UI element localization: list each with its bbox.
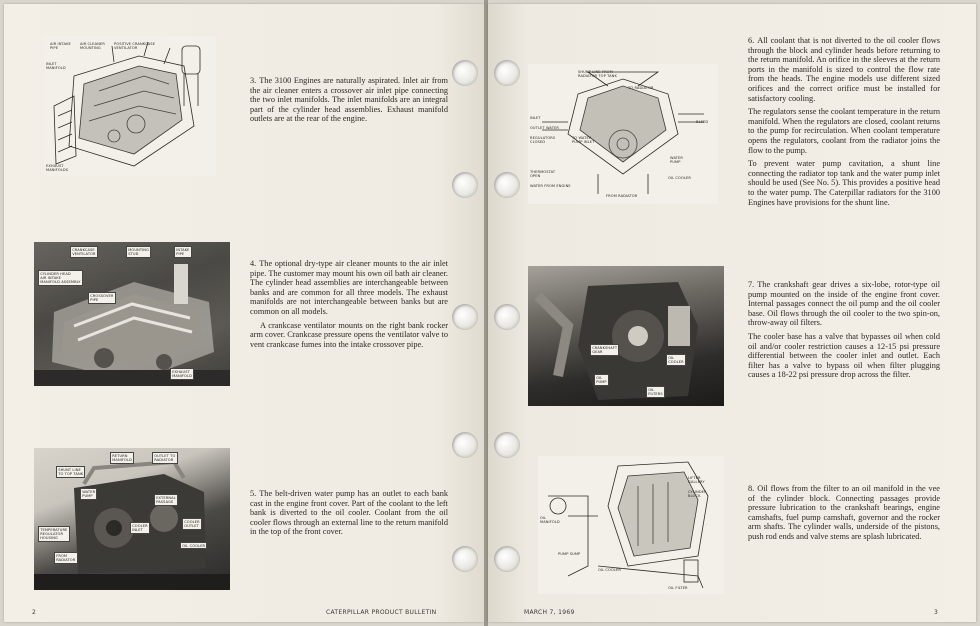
- paragraph-item-3: [250, 76, 448, 128]
- item-number: 7.: [748, 280, 755, 289]
- paragraph-item-6: [748, 36, 940, 211]
- punch-hole: [494, 304, 520, 330]
- figure-engine-photo-bottom: [34, 448, 230, 590]
- figure2-label: EXHAUST MANIFOLD: [170, 368, 194, 380]
- figure3-label: CYLINDER BLOCK: [688, 490, 707, 499]
- item-text: Oil flows from the filter to an oil manifold in the vee of the cylinder block. Connecting passages provide pressure lubrication to the crankshaft bearings, engine camshafts, fuel pump camshaft, governor and the rocker arm shafts. The cylinder walls, underside of the pistons, push rod ends and valve stems are splash lubricated.: [748, 484, 940, 541]
- item-text: The 3100 Engines are naturally aspirated. Inlet air from the air cleaner enters a crossover air inlet pipe connecting the two inlet manifolds. The inlet manifolds are an integral part of the cylinder head assemblies. Exhaust manifold outlets are at the rear of the engine.: [250, 76, 448, 124]
- item-text: The crankshaft gear drives a six-lobe, rotor-type oil pump mounted on the inside of the engine front cover. Internal passages connect the oil pump and the oil cooler base. Oil flows through the oil cooler to the two spin-on, throw-away oil filters.: [748, 280, 940, 328]
- punch-hole: [452, 60, 478, 86]
- punch-hole: [494, 60, 520, 86]
- figure1-label: WATER FROM ENGINE: [530, 184, 571, 188]
- right-page: [488, 4, 976, 622]
- figure2-label: OIL COOLER: [666, 354, 686, 366]
- item-number: 5.: [250, 489, 257, 498]
- figure3-label: WATER PUMP: [80, 488, 97, 500]
- figure3-label: COOLER OUTLET: [182, 518, 202, 530]
- figure1-label: BLEED: [696, 120, 709, 124]
- item-text: All coolant that is not diverted to the oil cooler flows through the block and cylinder heads before returning to the return manifold. An orifice in the sleeves at the return ports in the manifold is sized to control the flow rate from the heads. The engine models use different sized orifices and the correct orifice must be installed for satisfactory cooling.: [748, 36, 940, 103]
- figure2-label: MOUNTING STUD: [126, 246, 151, 258]
- item-number: 8.: [748, 484, 755, 493]
- punch-hole: [494, 546, 520, 572]
- figure1-label: POSITIVE CRANKCASE VENTILATOR: [114, 42, 155, 51]
- figure1-label: AIR CLEANER MOUNTING: [80, 42, 105, 51]
- item-text-continued: To prevent water pump cavitation, a shunt line connecting the radiator top tank and the water pump inlet should be used (See No. 5). This provides a positive head to the water pump. The Caterpillar radiators for the 3100 Engines have provisions for the shunt line.: [748, 159, 940, 207]
- figure1-label: TO RADIATOR: [628, 86, 654, 90]
- item-text-continued: A crankcase ventilator mounts on the right bank rocker arm cover. Crankcase pressure opens the ventilator valve to vent crankcase fumes into the intake crossover pipe.: [250, 320, 448, 349]
- figure-lubrication-diagram: [538, 456, 724, 594]
- figure3-label: PUMP SUMP: [558, 552, 581, 556]
- figure1-label: WATER PUMP: [670, 156, 683, 165]
- figure3-label: LIFTER GALLERY: [688, 476, 705, 485]
- figure3-label: SHUNT LINE TO TOP TANK: [56, 466, 85, 478]
- figure3-label: OIL MANIFOLD: [540, 516, 560, 525]
- item-number: 4.: [250, 259, 257, 268]
- figure-engine-photo-top: [34, 242, 230, 386]
- engine-photo-shapes: [528, 266, 724, 406]
- figure2-label: CYLINDER HEAD AIR INTAKE MANIFOLD ASSEMBLY: [38, 270, 83, 286]
- figure2-label: OIL PUMP: [594, 374, 609, 386]
- item-text-continued: The cooler base has a valve that bypasses oil when cold oil and/or cooler restriction causes a 12-15 psi pressure differential between the cooler inlet and outlet. Each filter has a valve to bypass oil when filter plugging causes a 18-22 psi pressure drop across the filter.: [748, 331, 940, 380]
- figure2-label: OIL FILTERS: [646, 386, 665, 398]
- figure1-label: FROM RADIATOR: [606, 194, 638, 198]
- punch-hole: [494, 432, 520, 458]
- paragraph-item-7: [748, 280, 940, 384]
- figure3-label: OIL FILTER: [668, 586, 688, 590]
- paragraph-item-4: [250, 259, 448, 353]
- punch-hole: [452, 546, 478, 572]
- item-number: 6.: [748, 36, 755, 45]
- punch-hole: [452, 304, 478, 330]
- figure3-label: FROM RADIATOR: [54, 552, 78, 564]
- figure2-label: CRANKSHAFT GEAR: [590, 344, 619, 356]
- item-text: The belt-driven water pump has an outlet to each bank cast in the engine front cover. Part of the coolant to the left bank is diverted to the oil cooler. Coolant from the oil cooler flows through an external line to the return manifold in the top of the front cover.: [250, 489, 448, 537]
- figure2-label: CRANKCASE VENTILATOR: [70, 246, 98, 258]
- paragraph-item-8: [748, 484, 940, 546]
- figure3-label: COOLER INLET: [130, 522, 150, 534]
- figure3-label: EXTERNAL PASSAGE: [154, 494, 178, 506]
- item-number: 3.: [250, 76, 257, 85]
- figure1-label: TO WATER PUMP INLET: [572, 136, 595, 145]
- figure1-label: SHUNT LINE FROM RADIATOR TOP TANK: [578, 70, 617, 79]
- page-number: 3: [934, 609, 939, 616]
- figure3-label: OIL COOLER: [598, 568, 621, 572]
- figure1-label: OUTLET WATER: [530, 126, 559, 130]
- punch-hole: [452, 172, 478, 198]
- figure3-label: OUTLET TO RADIATOR: [152, 452, 178, 464]
- figure1-label: THERMOSTAT OPEN: [530, 170, 556, 179]
- figure1-label: REGULATORS CLOSED: [530, 136, 556, 145]
- figure1-label: AIR INTAKE PIPE: [50, 42, 71, 51]
- page-number: 2: [32, 609, 37, 616]
- figure1-label: INLET MANIFOLD: [46, 62, 66, 71]
- figure2-label: INTAKE PIPE: [174, 246, 192, 258]
- engine-photo-shapes: [34, 242, 230, 386]
- footer-date: MARCH 7, 1969: [524, 609, 575, 616]
- figure1-label: INLET: [530, 116, 541, 120]
- figure3-label: TEMPERATURE REGULATOR HOUSING: [38, 526, 70, 542]
- engine-line-drawing: [44, 36, 216, 176]
- left-page: [4, 4, 484, 622]
- figure3-label: RETURN MANIFOLD: [110, 452, 134, 464]
- engine-line-drawing: [528, 64, 718, 204]
- punch-hole: [494, 172, 520, 198]
- item-text-continued: The regulators sense the coolant temperature in the return manifold. When the regulators are closed, coolant returns to the pump for recirculation. When coolant temperature opens the regulators, coolant from the radiator joins the flow to the pump.: [748, 107, 940, 155]
- figure1-label: OIL COOLER: [668, 176, 691, 180]
- punch-hole: [452, 432, 478, 458]
- figure-coolant-diagram: [528, 64, 718, 204]
- figure-inlet-air-diagram: [44, 36, 216, 176]
- figure3-label: OIL COOLER: [180, 542, 207, 549]
- figure2-label: CROSSOVER PIPE: [88, 292, 116, 304]
- item-text: The optional dry-type air cleaner mounts to the air inlet pipe. The customer may mount his own oil bath air cleaner. The cylinder head assemblies are interchangeable between banks and are common for all three models. The exhaust manifolds are not interchangeable between banks but are common on all models.: [250, 259, 448, 316]
- paragraph-item-5: [250, 489, 448, 541]
- figure-oil-pump-photo: [528, 266, 724, 406]
- footer-title: CATERPILLAR PRODUCT BULLETIN: [326, 609, 437, 616]
- figure1-label: EXHAUST MANIFOLDS: [46, 164, 69, 173]
